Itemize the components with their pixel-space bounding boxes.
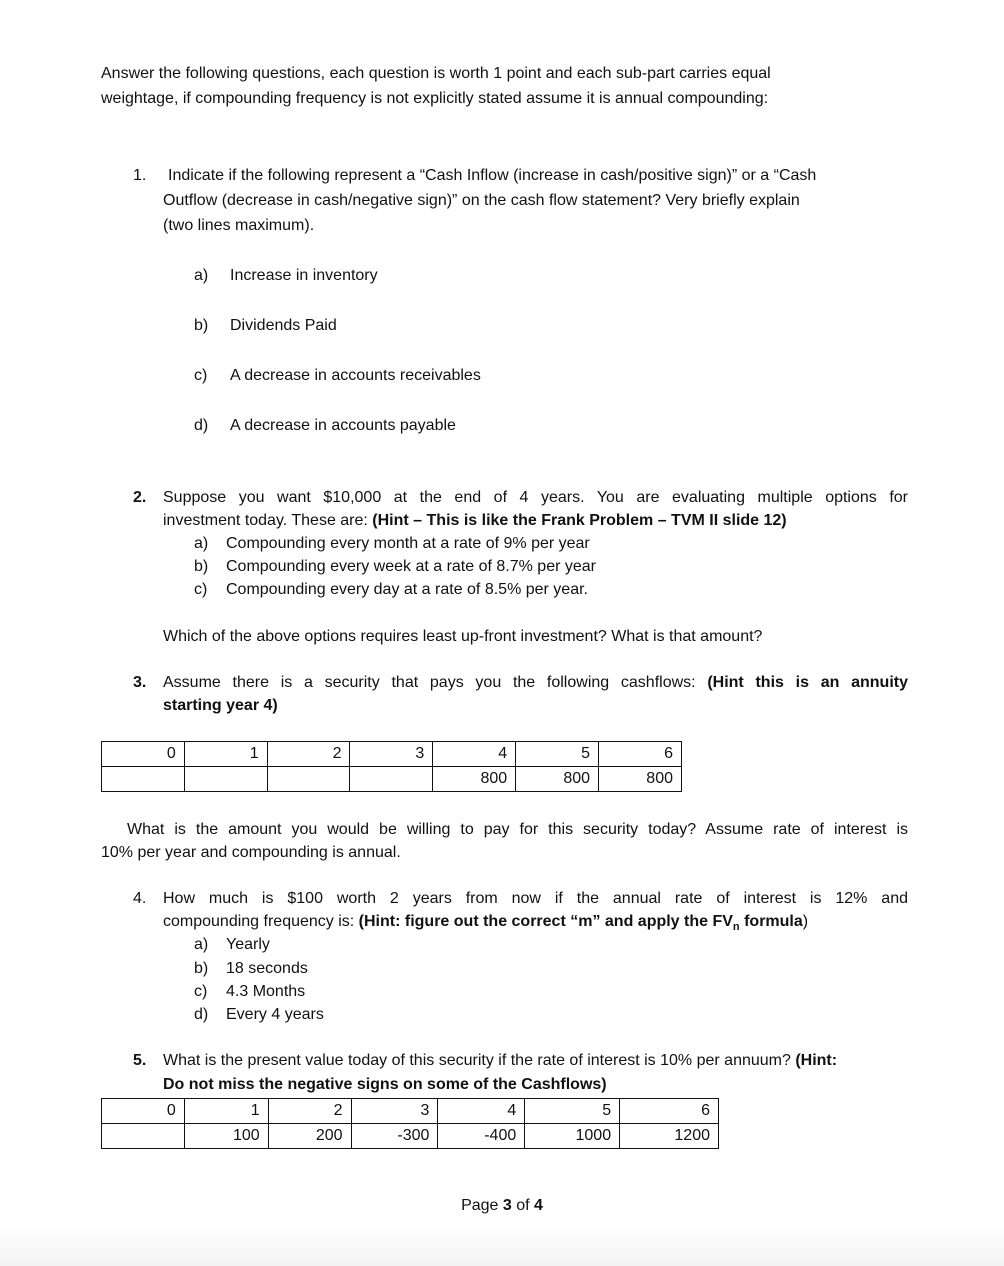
q1-item-c (194, 366, 481, 386)
table-row-years (102, 742, 682, 767)
year-cell: 2 (268, 1099, 351, 1124)
q4-text-line-2 (163, 912, 808, 937)
cashflow-cell: 800 (433, 767, 516, 792)
q4-item-d-text: Every 4 years (226, 1006, 324, 1023)
q1-item-a-letter: a) (194, 267, 209, 284)
q1-number: 1. (133, 167, 147, 184)
q2-hint: (Hint – This is like the Frank Problem – TVM II slide 12) (372, 512, 787, 529)
cashflow-cell (350, 767, 433, 792)
q2-number: 2. (133, 489, 147, 506)
year-cell: 1 (184, 742, 267, 767)
q2-line2-plain: investment today. These are: (163, 512, 373, 529)
year-cell: 6 (620, 1099, 719, 1124)
cashflow-cell: 800 (599, 767, 682, 792)
q4-item-b (194, 959, 308, 979)
q1-item-b-letter: b) (194, 317, 209, 334)
q2-followup: Which of the above options requires least up-front investment? What is that amount? (163, 628, 763, 645)
q5-cashflow-table (101, 1098, 719, 1149)
year-cell: 3 (350, 742, 433, 767)
q1-item-d (194, 416, 456, 436)
cashflow-cell: 1200 (620, 1124, 719, 1149)
cashflow-cell: 200 (268, 1124, 351, 1149)
q2-text-line-1: Suppose you want $10,000 at the end of 4 years. You are evaluating multiple options for (163, 489, 908, 506)
year-cell: 4 (433, 742, 516, 767)
q1-item-c-text: A decrease in accounts receivables (230, 367, 481, 384)
q1-item-a-text: Increase in inventory (230, 267, 378, 284)
q1-item-c-letter: c) (194, 367, 208, 384)
q4-item-a (194, 935, 270, 955)
q5-number: 5. (133, 1052, 147, 1069)
q3-line1-plain: Assume there is a security that pays you the following cashflows: (163, 674, 708, 691)
q3-hint-part-2: starting year 4) (163, 697, 278, 714)
q2-item-b (194, 557, 596, 577)
q4-number: 4. (133, 890, 147, 907)
q5-text-line-1 (163, 1051, 837, 1071)
cashflow-cell (102, 1124, 185, 1149)
q1-text-line-1: Indicate if the following represent a “Cash Inflow (increase in cash/positive sign)” or a “Cash (168, 167, 817, 184)
q4-item-c-text: 4.3 Months (226, 983, 306, 1000)
q4-item-d-letter: d) (194, 1006, 209, 1023)
q2-text-line-2 (163, 511, 787, 531)
cashflow-cell (184, 767, 267, 792)
cashflow-cell: 100 (184, 1124, 268, 1149)
page-current: 3 (502, 1197, 512, 1214)
q2-item-b-text: Compounding every week at a rate of 8.7% per year (226, 558, 596, 575)
year-cell: 0 (102, 742, 185, 767)
q3-number: 3. (133, 674, 147, 691)
intro-line-1: Answer the following questions, each question is worth 1 point and each sub-part carries equal (101, 65, 771, 82)
page-number (0, 1197, 1004, 1215)
year-cell: 4 (438, 1099, 525, 1124)
q1-text-line-2: Outflow (decrease in cash/negative sign)” on the cash flow statement? Very briefly explain (163, 192, 800, 209)
cashflow-cell (267, 767, 350, 792)
q1-item-d-letter: d) (194, 417, 209, 434)
q4-line2-plain: compounding frequency is: (163, 913, 359, 930)
of-word: of (511, 1197, 535, 1214)
q2-item-c (194, 580, 588, 600)
cashflow-cell: 800 (516, 767, 599, 792)
q1-item-b-text: Dividends Paid (230, 317, 337, 334)
q4-item-d (194, 1005, 324, 1025)
q3-hint-part-1: (Hint this is an annuity (707, 674, 908, 691)
q4-hint-close: ) (802, 913, 809, 930)
year-cell: 5 (525, 1099, 620, 1124)
q3-followup-line-2: 10% per year and compounding is annual. (101, 844, 401, 861)
page-total: 4 (534, 1197, 543, 1214)
q2-item-a-text: Compounding every month at a rate of 9% per year (226, 535, 590, 552)
year-cell: 6 (599, 742, 682, 767)
intro-line-2: weightage, if compounding frequency is not explicitly stated assume it is annual compounding: (101, 90, 769, 107)
q4-item-c-letter: c) (194, 983, 208, 1000)
q5-hint-part-2: Do not miss the negative signs on some of the Cashflows) (163, 1076, 607, 1093)
table-row-cashflows (102, 767, 682, 792)
q4-item-a-letter: a) (194, 936, 209, 953)
q3-followup-line-1: What is the amount you would be willing to pay for this security today? Assume rate of interest is (127, 821, 908, 838)
q4-item-c (194, 982, 305, 1002)
q2-item-c-letter: c) (194, 581, 208, 598)
page-bottom-shadow (0, 1225, 1004, 1266)
q1-item-a (194, 266, 378, 286)
year-cell: 3 (351, 1099, 438, 1124)
q1-item-b (194, 316, 337, 336)
q4-hint-a: (Hint: figure out the correct “m” and apply the FV (358, 913, 733, 930)
q5-hint-part-1: (Hint: (795, 1052, 838, 1069)
q4-hint-b: formula (739, 913, 803, 930)
table-row-cashflows (102, 1124, 719, 1149)
year-cell: 5 (516, 742, 599, 767)
cashflow-cell: -300 (351, 1124, 438, 1149)
q4-item-b-text: 18 seconds (226, 960, 308, 977)
q2-item-a (194, 534, 590, 554)
q4-hint-subscript: n (732, 921, 740, 934)
q3-text-line-1 (163, 673, 908, 693)
year-cell: 0 (102, 1099, 185, 1124)
year-cell: 2 (267, 742, 350, 767)
q2-item-b-letter: b) (194, 558, 209, 575)
year-cell: 1 (184, 1099, 268, 1124)
q2-item-c-text: Compounding every day at a rate of 8.5% per year. (226, 581, 588, 598)
page-word: Page (461, 1197, 503, 1214)
q2-item-a-letter: a) (194, 535, 209, 552)
q4-text-line-1: How much is $100 worth 2 years from now if the annual rate of interest is 12% and (163, 890, 908, 907)
q4-item-a-text: Yearly (226, 936, 270, 953)
cashflow-cell: -400 (438, 1124, 525, 1149)
q3-cashflow-table (101, 741, 682, 792)
table-row-years (102, 1099, 719, 1124)
cashflow-cell (102, 767, 185, 792)
q5-line1-plain: What is the present value today of this security if the rate of interest is 10% per annuum? (163, 1052, 796, 1069)
q4-item-b-letter: b) (194, 960, 209, 977)
q1-text-line-3: (two lines maximum). (163, 217, 315, 234)
q1-item-d-text: A decrease in accounts payable (230, 417, 456, 434)
cashflow-cell: 1000 (525, 1124, 620, 1149)
